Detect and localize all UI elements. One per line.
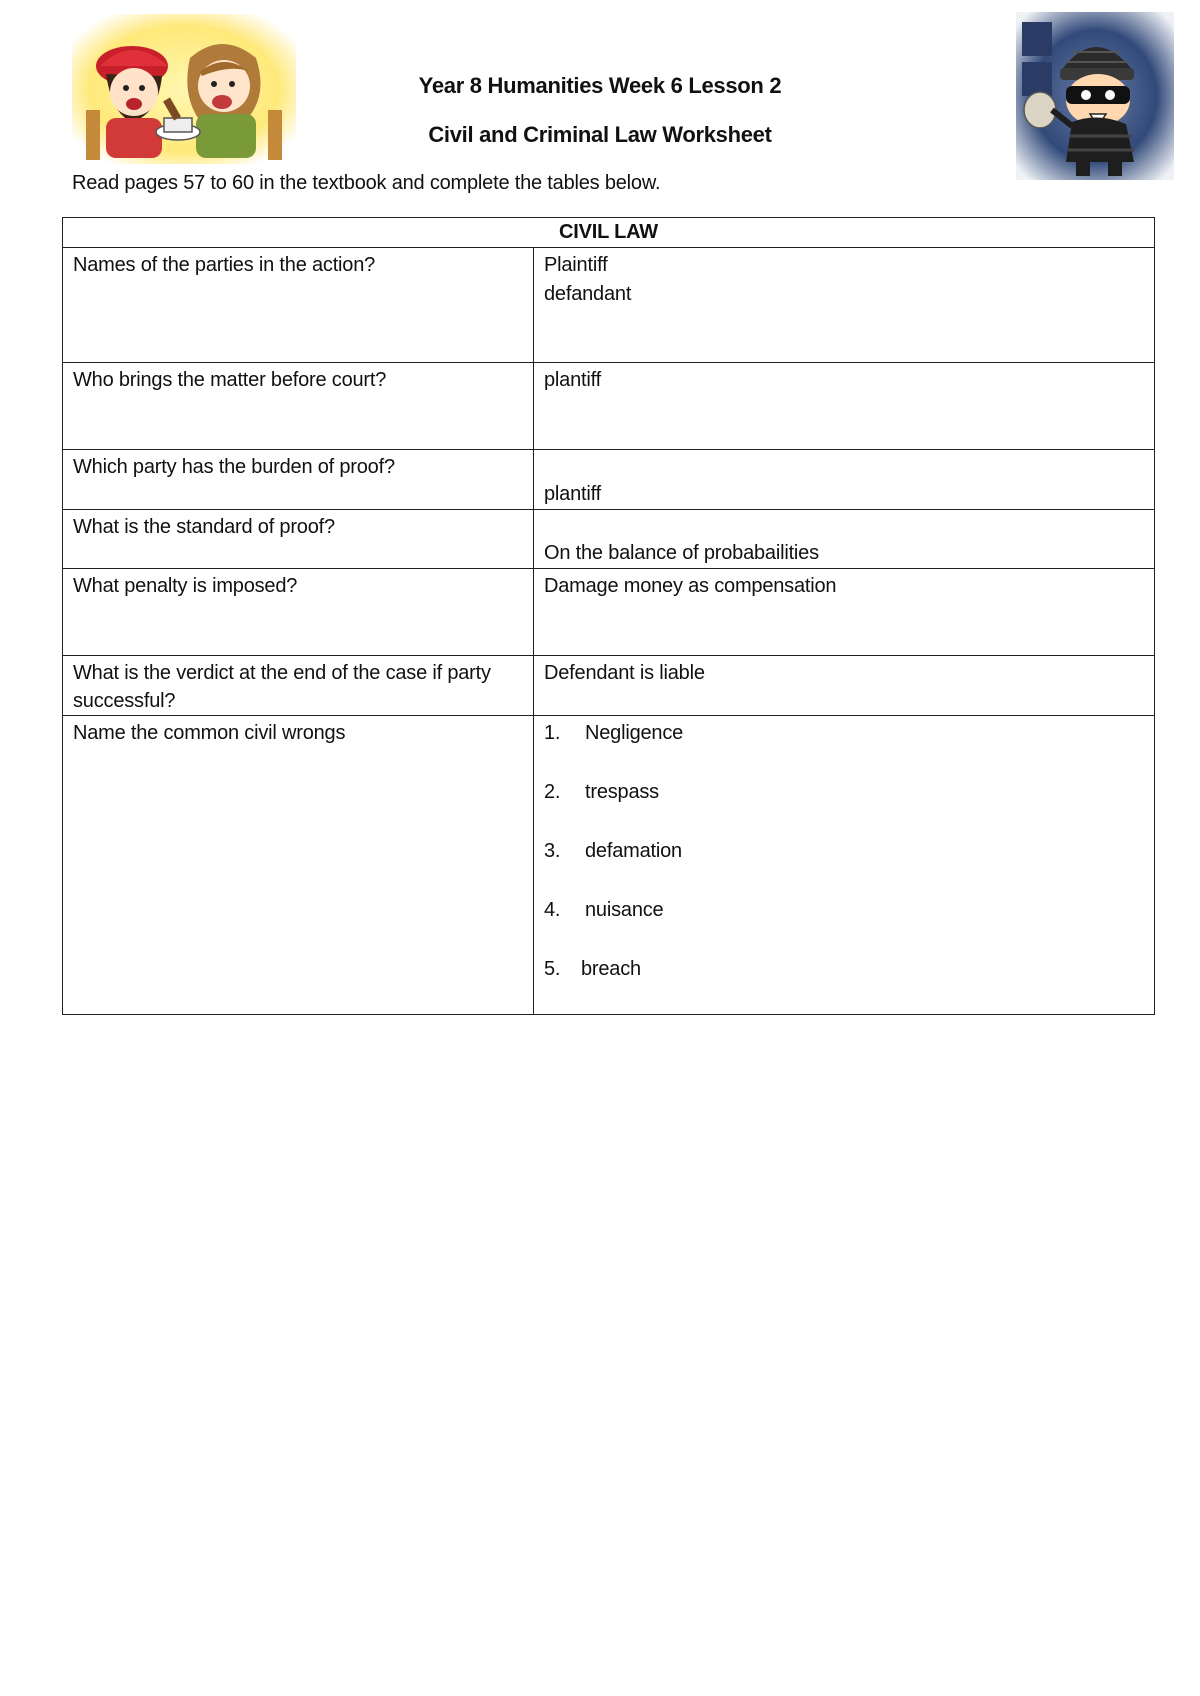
worksheet-title: Year 8 Humanities Week 6 Lesson 2: [418, 73, 782, 98]
answer-cell[interactable]: [534, 363, 1155, 450]
question-cell: Name the common civil wrongs: [63, 716, 534, 1015]
question-cell: What penalty is imposed?: [63, 569, 534, 656]
worksheet-subtitle: Civil and Criminal Law Worksheet: [428, 122, 772, 147]
civil-law-table: [62, 217, 1155, 1015]
list-number: 1.: [544, 722, 561, 744]
list-text: breach: [581, 958, 641, 980]
table-heading: CIVIL LAW: [63, 218, 1155, 248]
answer-cell[interactable]: [534, 656, 1155, 716]
question-cell: Who brings the matter before court?: [63, 363, 534, 450]
list-text: defamation: [585, 840, 682, 862]
question-cell: What is the standard of proof?: [63, 510, 534, 569]
table-row: [63, 656, 1155, 716]
list-number: 3.: [544, 840, 561, 862]
list-number: 4.: [544, 899, 561, 921]
list-number: 2.: [544, 781, 561, 803]
answer-line: defandant: [544, 283, 632, 305]
table-row: [63, 716, 1155, 1015]
question-cell: What is the verdict at the end of the case if party successful?: [63, 656, 534, 716]
table-row: [63, 248, 1155, 363]
answer-line: plantiff: [544, 483, 601, 505]
table-header-row: [63, 218, 1155, 248]
instructions-text: Read pages 57 to 60 in the textbook and complete the tables below.: [72, 172, 661, 194]
answer-line: Plaintiff: [544, 254, 608, 276]
list-item: [544, 778, 1144, 837]
question-cell: Names of the parties in the action?: [63, 248, 534, 363]
answer-cell[interactable]: [534, 510, 1155, 569]
answer-line: Damage money as compensation: [544, 575, 837, 597]
table-row: [63, 363, 1155, 450]
answer-line: On the balance of probabailities: [544, 542, 819, 564]
answer-line: Defendant is liable: [544, 662, 705, 684]
answer-cell[interactable]: [534, 450, 1155, 510]
table-row: [63, 569, 1155, 656]
list-text: nuisance: [585, 899, 664, 921]
table-row: [63, 510, 1155, 569]
list-text: Negligence: [585, 722, 684, 744]
list-item: [544, 955, 1144, 1014]
list-item: [544, 837, 1144, 896]
civil-wrongs-list: [544, 719, 1144, 1014]
list-item: [544, 896, 1144, 955]
answer-cell[interactable]: [534, 569, 1155, 656]
list-number: 5.: [544, 958, 561, 980]
table-row: [63, 450, 1155, 510]
list-item: [544, 719, 1144, 778]
answer-cell[interactable]: [534, 716, 1155, 1015]
answer-cell[interactable]: [534, 248, 1155, 363]
list-text: trespass: [585, 781, 659, 803]
question-cell: Which party has the burden of proof?: [63, 450, 534, 510]
answer-line: plantiff: [544, 369, 601, 391]
